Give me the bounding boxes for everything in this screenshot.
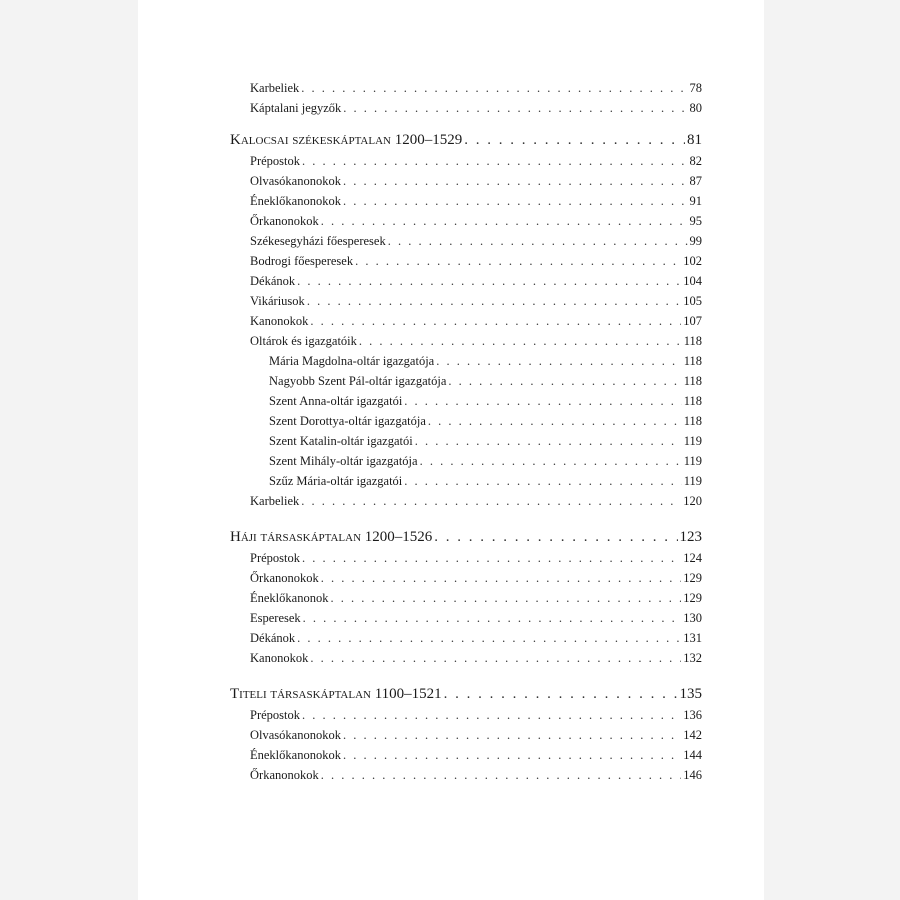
dot-leader: [297, 271, 681, 291]
toc-page-number: 132: [683, 651, 702, 665]
toc-page-number: 129: [683, 591, 702, 605]
toc-page-number: 129: [683, 571, 702, 585]
toc-page-number: 119: [683, 474, 702, 488]
toc-subentry: [230, 371, 702, 391]
toc-entry-label: Oltárok és igazgatóik: [250, 334, 357, 348]
dot-leader: [330, 588, 681, 608]
toc-subentry: [230, 431, 702, 451]
toc-entry: [230, 211, 702, 231]
toc-entry: [230, 725, 702, 745]
toc-subentry: [230, 411, 702, 431]
dot-leader: [343, 745, 681, 765]
toc-page-number: 123: [679, 529, 702, 545]
dot-leader: [321, 765, 682, 785]
toc-section-heading: [230, 526, 702, 548]
toc-entry: [230, 78, 702, 98]
toc-entry-label: Éneklőkanonok: [250, 591, 329, 605]
toc-entry-label: Éneklőkanonokok: [250, 194, 341, 208]
toc-entry: [230, 331, 702, 351]
dot-leader: [302, 548, 681, 568]
toc-entry-label: Kanonokok: [250, 314, 309, 328]
toc-entry: [230, 568, 702, 588]
dot-leader: [343, 171, 688, 191]
toc-page-number: 118: [683, 354, 702, 368]
toc-page-number: 82: [689, 154, 702, 168]
toc-page-number: 78: [689, 81, 702, 95]
toc-subentry: [230, 471, 702, 491]
toc-entry-label: Olvasókanonokok: [250, 728, 341, 742]
dot-leader: [301, 78, 687, 98]
dot-leader: [301, 491, 681, 511]
toc-entry-label: Vikáriusok: [250, 294, 305, 308]
toc-entry-label: Szent Mihály-oltár igazgatója: [269, 454, 418, 468]
dot-leader: [355, 251, 681, 271]
toc-entry-label: Kanonokok: [250, 651, 309, 665]
toc-entry: [230, 648, 702, 668]
dot-leader: [297, 628, 681, 648]
toc-entry-label: Őrkanonokok: [250, 214, 319, 228]
dot-leader: [321, 568, 682, 588]
dot-leader: [388, 231, 688, 251]
toc-entry: [230, 548, 702, 568]
dot-leader: [448, 371, 681, 391]
toc-entry-label: Dékánok: [250, 274, 296, 288]
toc-page-number: 124: [683, 551, 702, 565]
toc-page-number: 120: [683, 494, 702, 508]
toc-entry: [230, 588, 702, 608]
dot-leader: [303, 608, 682, 628]
toc-entry-label: Prépostok: [250, 154, 300, 168]
toc-page-number: 131: [683, 631, 702, 645]
toc-entry: [230, 231, 702, 251]
toc-entry: [230, 98, 702, 118]
dot-leader: [434, 526, 677, 548]
toc-entry-label: Karbeliek: [250, 81, 300, 95]
section-title: Kalocsai székeskáptalan 1200–1529: [230, 132, 463, 148]
toc-page-number: 105: [683, 294, 702, 308]
toc-page-number: 107: [683, 314, 702, 328]
toc-page-number: 136: [683, 708, 702, 722]
toc-page-number: 87: [689, 174, 702, 188]
toc-entry-label: Káptalani jegyzők: [250, 101, 342, 115]
toc-page-number: 135: [679, 686, 702, 702]
toc-entry: [230, 745, 702, 765]
toc-entry: [230, 291, 702, 311]
toc-entry: [230, 491, 702, 511]
toc-entry-label: Esperesek: [250, 611, 301, 625]
document-page: [138, 0, 764, 900]
toc-entry-label: Székesegyházi főesperesek: [250, 234, 386, 248]
toc-entry-label: Bodrogi főesperesek: [250, 254, 354, 268]
toc-entry-label: Szűz Mária-oltár igazgatói: [269, 474, 403, 488]
toc-entry-label: Szent Dorottya-oltár igazgatója: [269, 414, 426, 428]
section-title: Titeli társaskáptalan 1100–1521: [230, 686, 442, 702]
dot-leader: [302, 151, 688, 171]
toc-entry: [230, 311, 702, 331]
toc-page-number: 118: [683, 414, 702, 428]
toc-entry: [230, 765, 702, 785]
toc-subentry: [230, 391, 702, 411]
toc-entry: [230, 705, 702, 725]
dot-leader: [404, 471, 681, 491]
toc-page-number: 118: [683, 334, 702, 348]
section-spacer: [230, 118, 702, 129]
section-spacer: [230, 511, 702, 526]
toc-entry: [230, 151, 702, 171]
toc-entry-label: Éneklőkanonokok: [250, 748, 341, 762]
toc-page-number: 130: [683, 611, 702, 625]
section-spacer: [230, 668, 702, 683]
dot-leader: [310, 648, 681, 668]
toc-entry-label: Mária Magdolna-oltár igazgatója: [269, 354, 435, 368]
toc-section-heading: [230, 683, 702, 705]
dot-leader: [302, 705, 681, 725]
toc-page-number: 80: [689, 101, 702, 115]
dot-leader: [415, 431, 682, 451]
dot-leader: [404, 391, 681, 411]
toc-entry: [230, 271, 702, 291]
dot-leader: [436, 351, 681, 371]
toc-entry: [230, 628, 702, 648]
toc-page-number: 118: [683, 374, 702, 388]
toc-entry: [230, 608, 702, 628]
toc-subentry: [230, 451, 702, 471]
toc-page-number: 142: [683, 728, 702, 742]
toc-page-number: 146: [683, 768, 702, 782]
toc-page-number: 102: [683, 254, 702, 268]
toc-entry: [230, 171, 702, 191]
toc-page-number: 144: [683, 748, 702, 762]
toc-entry-label: Nagyobb Szent Pál-oltár igazgatója: [269, 374, 447, 388]
toc-entry-label: Karbeliek: [250, 494, 300, 508]
section-title: Háji társaskáptalan 1200–1526: [230, 529, 433, 545]
toc-entry-label: Dékánok: [250, 631, 296, 645]
toc-subentry: [230, 351, 702, 371]
toc-entry-label: Őrkanonokok: [250, 571, 319, 585]
toc-page-number: 99: [689, 234, 702, 248]
toc-entry-label: Szent Anna-oltár igazgatói: [269, 394, 403, 408]
toc-entry-label: Prépostok: [250, 708, 300, 722]
toc-entry-label: Prépostok: [250, 551, 300, 565]
toc-page-number: 81: [687, 132, 702, 148]
toc-page-number: 95: [689, 214, 702, 228]
dot-leader: [444, 683, 678, 705]
dot-leader: [343, 191, 688, 211]
toc-page-number: 119: [683, 434, 702, 448]
toc-page-number: 118: [683, 394, 702, 408]
dot-leader: [321, 211, 688, 231]
dot-leader: [343, 725, 681, 745]
dot-leader: [428, 411, 682, 431]
dot-leader: [464, 129, 685, 151]
toc-entry: [230, 251, 702, 271]
dot-leader: [307, 291, 681, 311]
toc-entry: [230, 191, 702, 211]
toc-entry-label: Szent Katalin-oltár igazgatói: [269, 434, 413, 448]
table-of-contents: [230, 78, 702, 785]
toc-page-number: 91: [689, 194, 702, 208]
toc-entry-label: Olvasókanonokok: [250, 174, 341, 188]
toc-page-number: 119: [683, 454, 702, 468]
dot-leader: [343, 98, 687, 118]
toc-entry-label: Őrkanonokok: [250, 768, 319, 782]
dot-leader: [310, 311, 681, 331]
toc-section-heading: [230, 129, 702, 151]
dot-leader: [359, 331, 682, 351]
dot-leader: [420, 451, 682, 471]
toc-page-number: 104: [683, 274, 702, 288]
